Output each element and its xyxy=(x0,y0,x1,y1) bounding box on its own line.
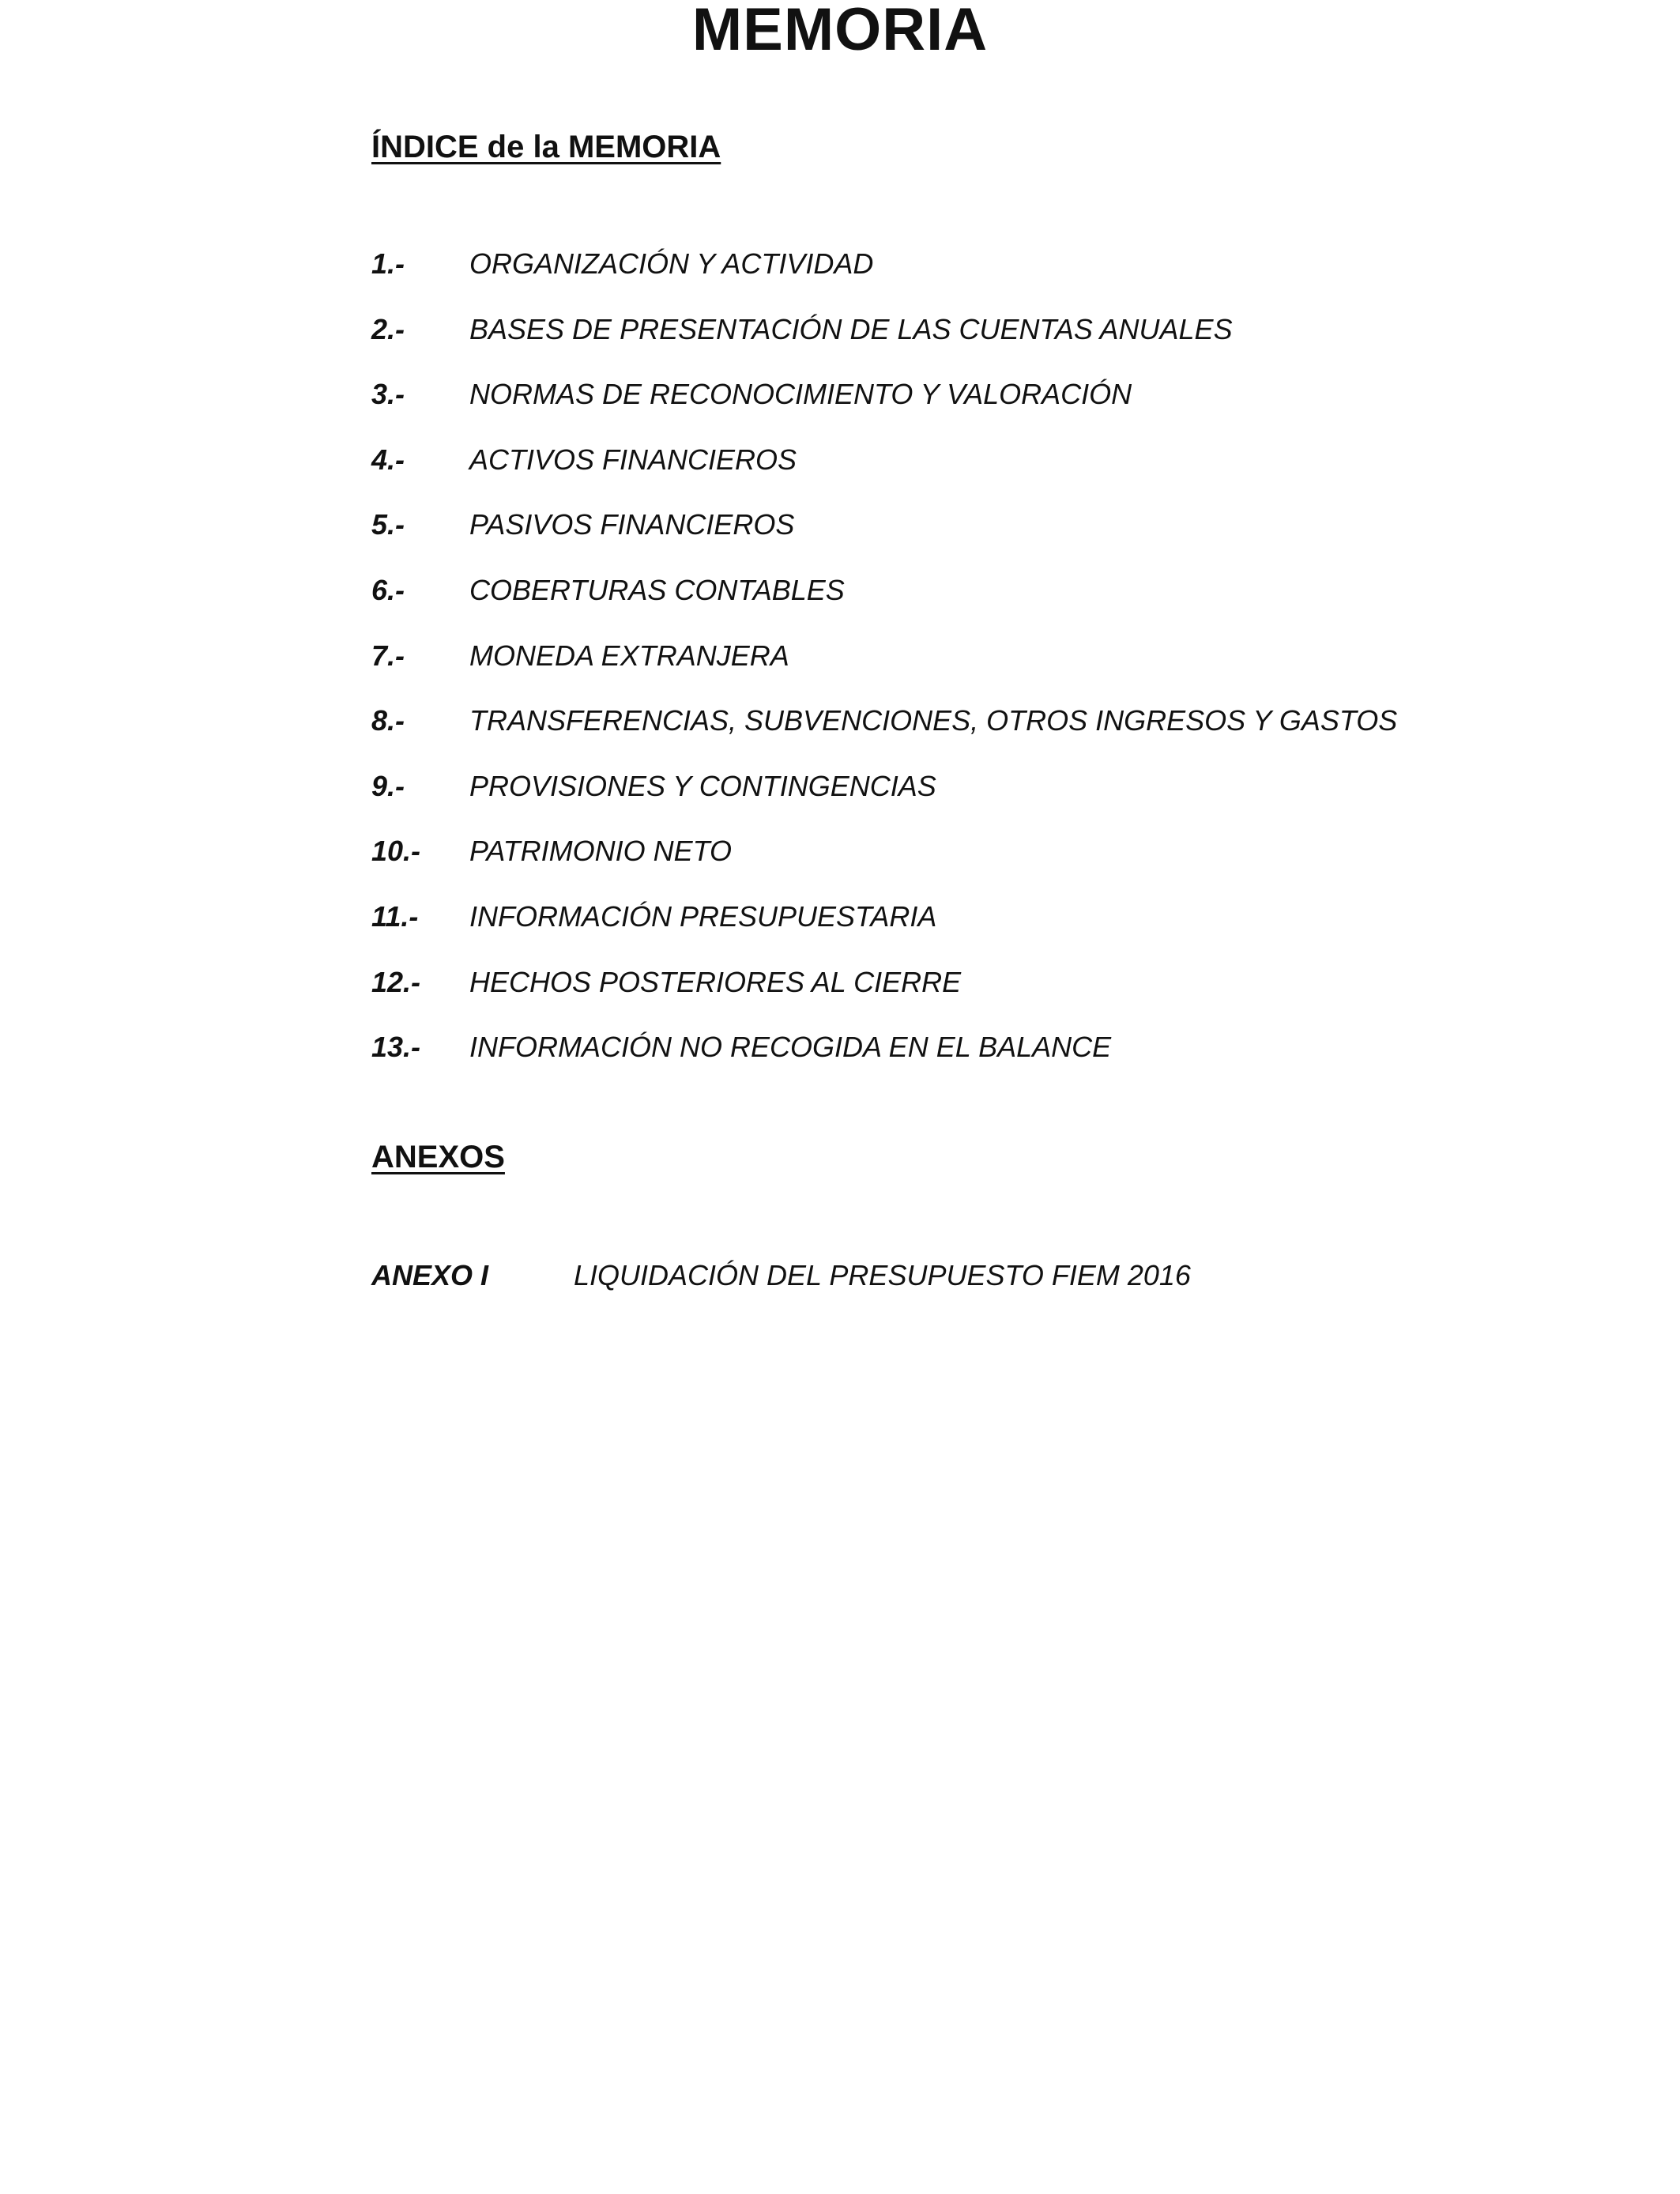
toc-item-number: 3.- xyxy=(371,378,405,411)
toc-item xyxy=(371,441,1636,507)
toc-item xyxy=(371,637,1636,703)
toc-item xyxy=(371,702,1636,767)
toc-item-number: 10.- xyxy=(371,835,421,868)
toc-item-text: INFORMACIÓN NO RECOGIDA EN EL BALANCE xyxy=(469,1031,1112,1064)
toc-item-text: HECHOS POSTERIORES AL CIERRE xyxy=(469,965,962,998)
toc-item-number: 6.- xyxy=(371,573,405,606)
toc-item xyxy=(371,832,1636,898)
toc-item xyxy=(371,311,1636,376)
toc-item-text: PROVISIONES Y CONTINGENCIAS xyxy=(469,769,936,802)
toc-item xyxy=(371,963,1636,1029)
toc-item-text: INFORMACIÓN PRESUPUESTARIA xyxy=(469,899,937,933)
toc-item-number: 12.- xyxy=(371,965,421,998)
toc-item-text: NORMAS DE RECONOCIMIENTO Y VALORACIÓN xyxy=(469,378,1132,411)
toc-item-number: 5.- xyxy=(371,508,405,541)
toc-item xyxy=(371,375,1636,441)
toc-item-text: COBERTURAS CONTABLES xyxy=(469,573,845,606)
toc-item-number: 7.- xyxy=(371,639,405,672)
toc-item xyxy=(371,506,1636,571)
toc-item xyxy=(371,245,1636,311)
toc-item-text: TRANSFERENCIAS, SUBVENCIONES, OTROS INGRESOS Y GASTOS xyxy=(469,704,1398,737)
annex-heading: ANEXOS xyxy=(371,1140,505,1174)
annex-item-label: ANEXO I xyxy=(371,1259,489,1291)
toc-item-number: 2.- xyxy=(371,312,405,345)
toc-item-text: MONEDA EXTRANJERA xyxy=(469,639,789,672)
toc-item-number: 9.- xyxy=(371,769,405,802)
toc-item-number: 8.- xyxy=(371,704,405,737)
toc-item-number: 11.- xyxy=(371,899,419,933)
toc-item xyxy=(371,571,1636,637)
toc-item-text: PATRIMONIO NETO xyxy=(469,835,733,868)
toc-item-number: 13.- xyxy=(371,1031,421,1064)
toc-item xyxy=(371,767,1636,833)
annex-item xyxy=(371,1257,1191,1295)
toc-item xyxy=(371,898,1636,963)
toc-item-text: ORGANIZACIÓN Y ACTIVIDAD xyxy=(469,247,874,280)
toc-item-number: 1.- xyxy=(371,247,405,280)
page-title: MEMORIA xyxy=(691,0,989,63)
toc-item-text: ACTIVOS FINANCIEROS xyxy=(469,443,797,476)
table-of-contents xyxy=(371,245,1636,1094)
toc-item-number: 4.- xyxy=(371,443,405,476)
toc-item xyxy=(371,1028,1636,1094)
annex-item-text: LIQUIDACIÓN DEL PRESUPUESTO FIEM 2016 xyxy=(574,1259,1191,1291)
toc-item-text: BASES DE PRESENTACIÓN DE LAS CUENTAS ANUALES xyxy=(469,312,1233,345)
index-heading: ÍNDICE de la MEMORIA xyxy=(371,130,721,164)
toc-item-text: PASIVOS FINANCIEROS xyxy=(469,508,795,541)
